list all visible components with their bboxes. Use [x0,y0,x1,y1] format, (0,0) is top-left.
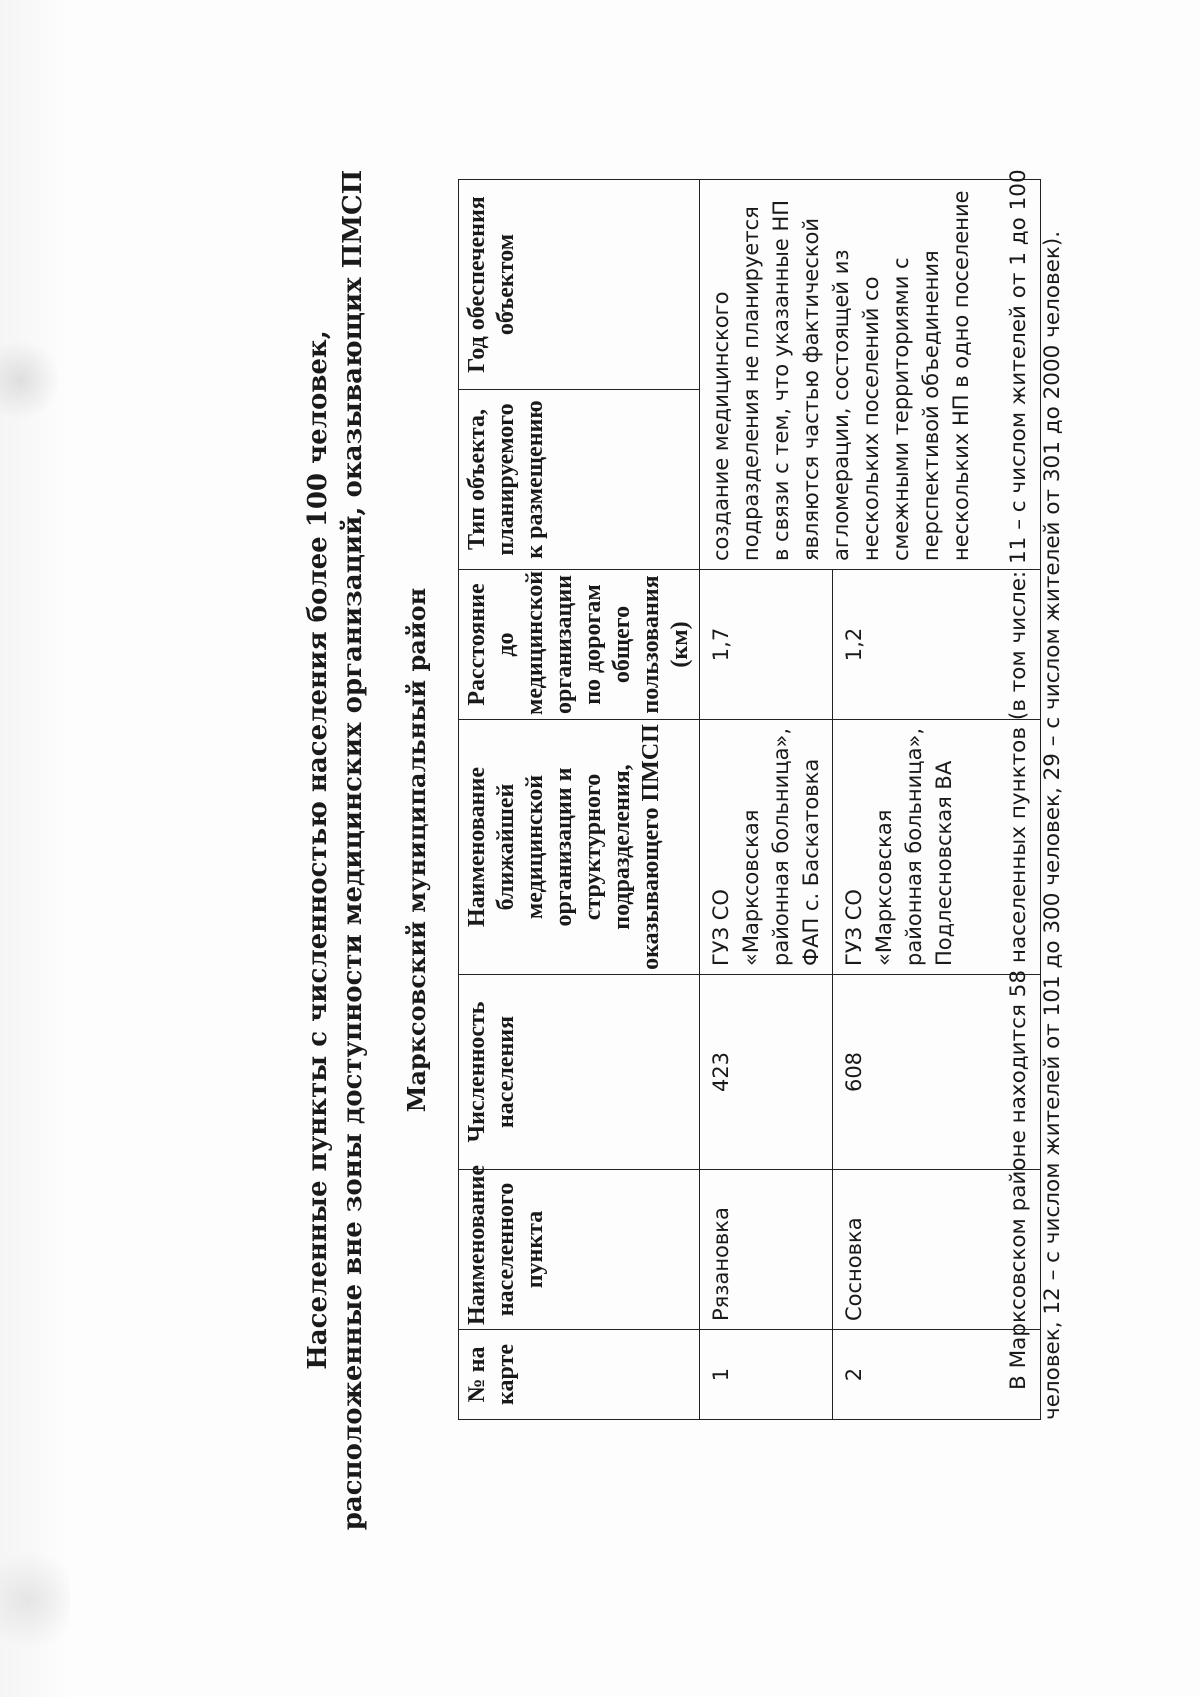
cell-organization: ГУЗ СО «Марксовская районная больница», ФАП с. Баскатовка [700,720,833,975]
cell-organization: ГУЗ СО «Марксовская районная больница», Подлесновская ВА [833,720,1041,975]
document-footnote: В Марксовском районе находится 58 населенных пунктов (в том числе: 11 – с числом жителей от 1 до 100 человек, 12 – с числом жителей от 101 до 300 человек, 29 – с числом жителей от 301 до 2000 человек). [1006,169,1065,1420]
cell-population: 608 [833,975,1041,1170]
cell-map-number: 1 [700,1330,833,1420]
header-nearest-organization: Наименование ближайшей медицинской организации и структурного подразделения, оказывающего ПМСП [459,720,700,975]
cell-distance: 1,2 [833,570,1041,720]
document-title-line-1: Населенные пункты с численностью населения более 100 человек, [303,330,333,1370]
header-settlement-name: Наименование населенного пункта [459,1170,700,1330]
district-heading: Марксовский муниципальный район [402,587,431,1113]
cell-map-number: 2 [833,1330,1041,1420]
header-map-number: № на карте [459,1330,700,1420]
header-distance: Расстояние до медицинской организации по дорогам общего пользования (км) [459,570,700,720]
cell-population: 423 [700,975,833,1170]
cell-merged-note: создание медицинского подразделения не планируется в связи с тем, что указанные НП являются частью фактической агломерации, состоящей из нескольких поселений со смежными территориями с перспективой объединения нескольких НП в одно поселение [700,180,1041,570]
table-row [700,180,833,1420]
header-object-type: Тип объекта, планируемого к размещению [459,390,700,570]
header-population: Численность населения [459,975,700,1170]
header-provision-year: Год обеспечения объектом [459,180,700,390]
table-header-row [459,180,700,1420]
scan-edge-artifact [0,0,70,1697]
cell-settlement-name: Рязановка [700,1170,833,1330]
cell-settlement-name: Сосновка [833,1170,1041,1330]
document-title-line-2: расположенные вне зоны доступности медицинских организаций, оказывающих ПМСП [338,169,368,1531]
settlements-table [458,179,1041,1420]
rotated-document-page [120,85,1080,1615]
cell-distance: 1,7 [700,570,833,720]
